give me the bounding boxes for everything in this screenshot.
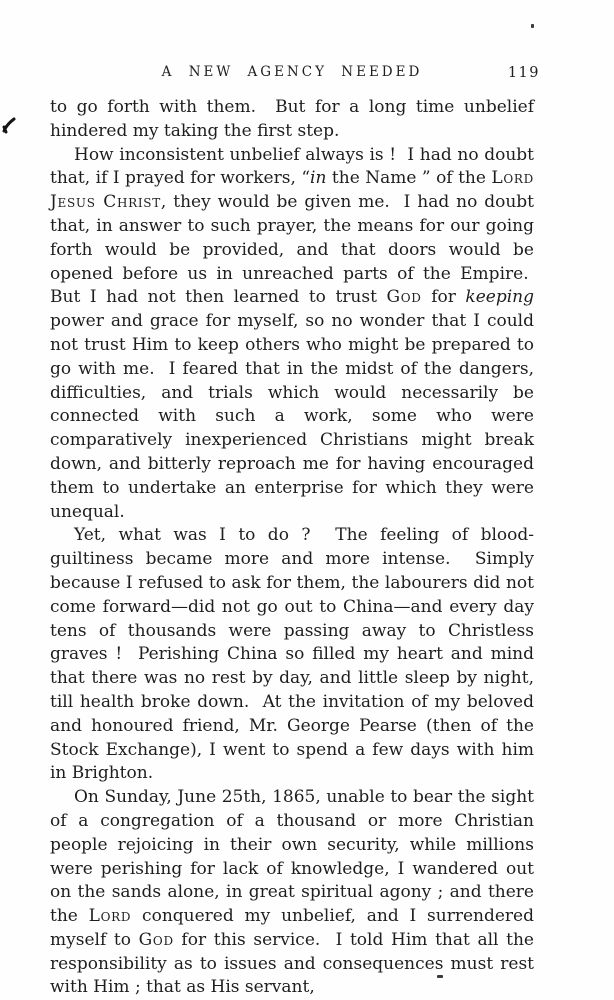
body-text: to go forth with them. But for a long time unbelief hindered my taking the first step.	[50, 97, 534, 141]
paragraph	[50, 786, 534, 1000]
body-text: conquered my unbelief, and I surrendered myself to	[50, 906, 534, 950]
smallcaps-text: God	[138, 929, 174, 950]
running-head	[50, 64, 540, 84]
body-text: On Sunday, June 25th, 1865, unable to bear the sight of a congregation of a thousand or more Christian people rejoicing in their own security, while millions were perishing for lack of knowledge, I wandered out on the sands alone, in great spiritual agony ; and there the	[50, 787, 534, 927]
body-text: How inconsistent unbelief always is ! I had no doubt that, if I prayed for workers, “	[50, 144, 534, 189]
italic-text: keeping	[465, 287, 534, 308]
body-text: , they would be given me. I had no doubt that, in answer to such prayer, the means for our going forth would be provided, and that doors would be opened before us in unreached parts of the Empire. But I had not then learned to trust	[50, 192, 535, 308]
page-number: 119	[507, 65, 540, 81]
page-title: A NEW AGENCY NEEDED	[161, 64, 423, 80]
smallcaps-text: Lord	[88, 906, 132, 927]
scan-speck-icon	[531, 24, 534, 28]
body-text: for this service. I told Him that all the responsibility as to issues and consequences must rest with Him ; that as His servant,	[50, 929, 534, 998]
body-text: for	[421, 287, 466, 308]
paragraph	[50, 144, 534, 525]
scan-speck-icon	[437, 975, 443, 978]
text-block	[50, 96, 534, 1000]
paragraph	[50, 96, 534, 144]
pen-mark-icon	[1, 116, 16, 136]
italic-text: in	[310, 168, 327, 189]
body-text: power and grace for myself, so no wonder that I could not trust Him to keep others who might be prepared to go with me. I feared that in the midst of the dangers, difficulties, and trials which would necessarily be connected with such a work, some who were comparatively inexperienced Christians might break down, and bitterly reproach me for having encouraged them to undertake an enterprise for which they were unequal.	[50, 311, 534, 522]
body-text: Yet, what was I to do ? The feeling of blood-guiltiness became more and more intense. Simply because I refused to ask for them, the labourers did not come forward—did not go out to China—and every day tens of thousands were passing away to Christless graves ! Perishing China so filled my heart and mind that there was no rest by day, and little sleep by night, till health broke down. At the invitation of my beloved and honoured friend, Mr. George Pearse (then of the Stock Exchange), I went to spend a few days with him in Brighton.	[50, 525, 534, 784]
smallcaps-text: God	[386, 287, 422, 308]
paragraph	[50, 524, 534, 786]
body-text: the Name ” of the	[326, 168, 492, 189]
smallcaps-text: Lord Jesus Christ	[50, 168, 534, 213]
